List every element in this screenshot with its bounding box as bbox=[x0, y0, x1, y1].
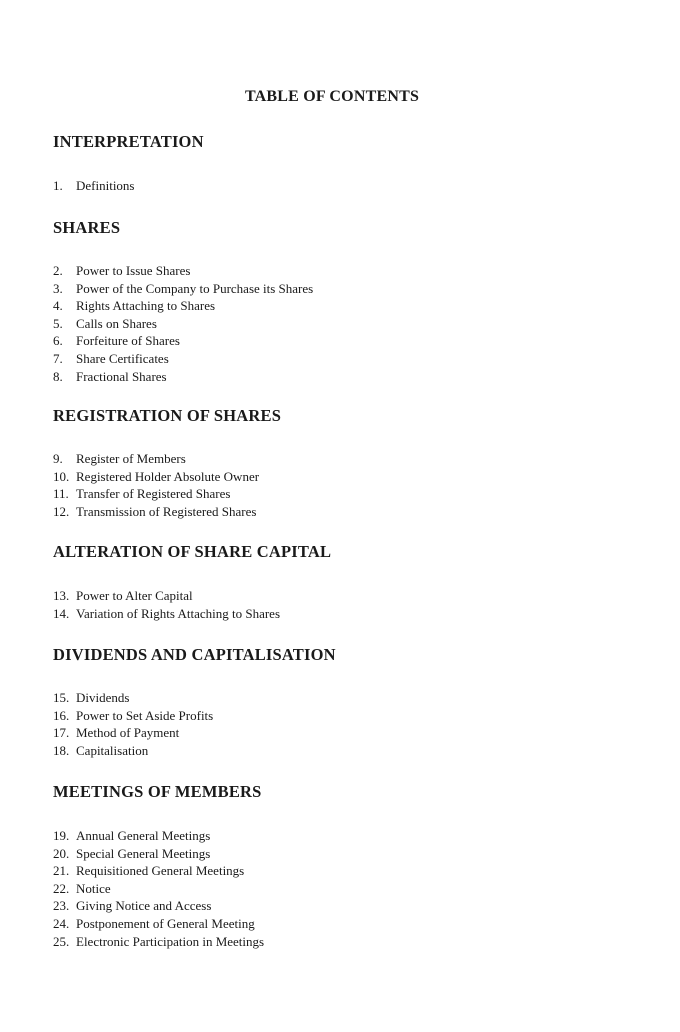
item-number: 22. bbox=[53, 880, 70, 896]
toc-item bbox=[53, 315, 653, 333]
item-label: Electronic Participation in Meetings bbox=[76, 933, 265, 949]
toc-item bbox=[53, 605, 653, 623]
item-label: Variation of Rights Attaching to Shares bbox=[76, 605, 281, 621]
item-number: 9. bbox=[53, 451, 63, 466]
section-meetings-of-members bbox=[53, 782, 653, 950]
item-number: 11. bbox=[53, 486, 69, 502]
item-number: 5. bbox=[53, 315, 63, 331]
item-number: 16. bbox=[53, 707, 70, 723]
section-heading: REGISTRATION OF SHARES bbox=[53, 406, 282, 425]
item-number: 8. bbox=[53, 368, 63, 384]
section-heading: DIVIDENDS AND CAPITALISATION bbox=[53, 645, 336, 664]
toc-item bbox=[53, 177, 653, 195]
toc-item bbox=[53, 297, 653, 315]
section-heading: SHARES bbox=[53, 218, 121, 237]
item-label: Register of Members bbox=[76, 451, 186, 466]
item-label: Annual General Meetings bbox=[76, 828, 211, 843]
item-number: 7. bbox=[53, 350, 63, 366]
item-number: 6. bbox=[53, 333, 63, 349]
item-number: 20. bbox=[53, 845, 70, 861]
item-number: 13. bbox=[53, 588, 70, 603]
item-number: 1. bbox=[53, 178, 63, 193]
item-label: Forfeiture of Shares bbox=[76, 333, 180, 349]
toc-item bbox=[53, 689, 653, 707]
item-number: 15. bbox=[53, 690, 70, 705]
section-heading: INTERPRETATION bbox=[53, 132, 204, 151]
page-title: TABLE OF CONTENTS bbox=[244, 88, 420, 105]
section-dividends-and-capitalisation bbox=[53, 645, 653, 759]
toc-item bbox=[53, 280, 653, 298]
item-label: Special General Meetings bbox=[76, 845, 211, 861]
item-label: Postponement of General Meeting bbox=[76, 915, 255, 931]
toc-item bbox=[53, 468, 653, 486]
item-label: Capitalisation bbox=[76, 742, 149, 758]
item-label: Dividends bbox=[76, 690, 130, 705]
item-number: 21. bbox=[53, 863, 70, 879]
item-number: 24. bbox=[53, 915, 70, 931]
item-number: 23. bbox=[53, 898, 70, 914]
item-number: 18. bbox=[53, 742, 70, 758]
item-label: Rights Attaching to Shares bbox=[76, 298, 216, 314]
toc-item bbox=[53, 862, 653, 880]
toc-item bbox=[53, 933, 653, 951]
toc-item bbox=[53, 450, 653, 468]
item-number: 3. bbox=[53, 280, 63, 296]
toc-item bbox=[53, 845, 653, 863]
item-label: Power of the Company to Purchase its Shares bbox=[76, 280, 314, 296]
toc-item bbox=[53, 827, 653, 845]
section-interpretation bbox=[53, 132, 653, 195]
item-label: Power to Issue Shares bbox=[76, 263, 191, 278]
item-label: Power to Alter Capital bbox=[76, 588, 193, 603]
toc-item bbox=[53, 915, 653, 933]
item-number: 25. bbox=[53, 933, 70, 949]
item-number: 19. bbox=[53, 828, 70, 843]
toc-item bbox=[53, 485, 653, 503]
toc-item bbox=[53, 262, 653, 280]
item-label: Transfer of Registered Shares bbox=[76, 486, 231, 502]
toc-item bbox=[53, 724, 653, 742]
item-label: Calls on Shares bbox=[76, 315, 157, 331]
item-label: Registered Holder Absolute Owner bbox=[76, 468, 260, 484]
toc-item bbox=[53, 368, 653, 386]
item-label: Power to Set Aside Profits bbox=[76, 707, 214, 723]
item-number: 4. bbox=[53, 298, 63, 314]
toc-item bbox=[53, 742, 653, 760]
toc-item bbox=[53, 587, 653, 605]
item-number: 12. bbox=[53, 503, 70, 519]
item-number: 10. bbox=[53, 468, 70, 484]
section-shares bbox=[53, 218, 653, 385]
item-number: 14. bbox=[53, 605, 70, 621]
toc-item bbox=[53, 350, 653, 368]
item-label: Transmission of Registered Shares bbox=[76, 503, 257, 519]
item-label: Notice bbox=[76, 880, 111, 896]
section-heading: ALTERATION OF SHARE CAPITAL bbox=[53, 542, 332, 561]
item-label: Giving Notice and Access bbox=[76, 898, 212, 914]
item-label: Fractional Shares bbox=[76, 368, 167, 384]
section-alteration-of-share-capital bbox=[53, 542, 653, 622]
toc-item bbox=[53, 897, 653, 915]
item-label: Method of Payment bbox=[76, 725, 180, 741]
toc-item bbox=[53, 707, 653, 725]
item-number: 2. bbox=[53, 263, 63, 278]
section-registration-of-shares bbox=[53, 406, 653, 520]
toc-item bbox=[53, 503, 653, 521]
item-label: Requisitioned General Meetings bbox=[76, 863, 245, 879]
toc-item bbox=[53, 880, 653, 898]
item-number: 17. bbox=[53, 725, 70, 741]
toc-item bbox=[53, 332, 653, 350]
item-label: Share Certificates bbox=[76, 350, 169, 366]
section-heading: MEETINGS OF MEMBERS bbox=[53, 782, 262, 801]
item-label: Definitions bbox=[76, 178, 135, 193]
